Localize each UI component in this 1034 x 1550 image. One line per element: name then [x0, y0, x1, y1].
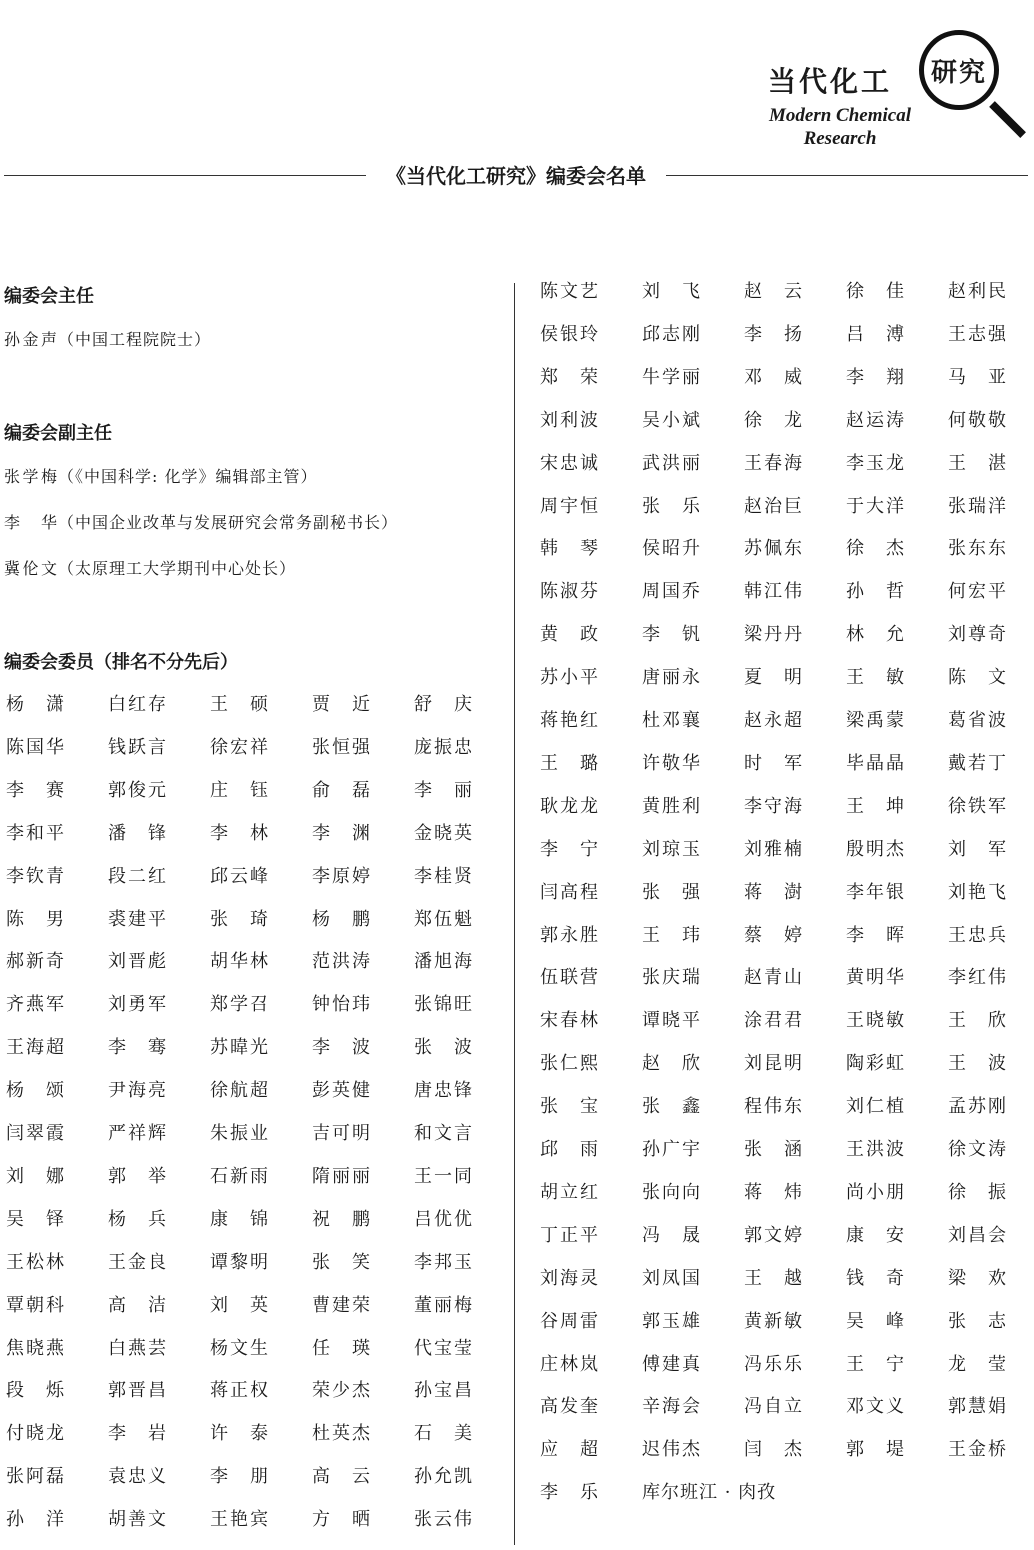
member-name: 张涵 — [744, 1139, 802, 1160]
member-name: 许敬华 — [642, 752, 700, 774]
member-name: 王璐 — [540, 752, 598, 774]
member-name: 辛海会 — [642, 1396, 700, 1418]
member-name: 张恒强 — [312, 736, 370, 758]
member-name: 戴若丁 — [948, 752, 1006, 774]
member-name: 孙广宇 — [642, 1139, 700, 1160]
member-name: 闫杰 — [744, 1439, 802, 1461]
member-name: 伍联营 — [540, 967, 598, 989]
member-name: 王敏 — [846, 667, 904, 689]
member-name: 黄胜利 — [642, 795, 700, 817]
member-name: 李岩 — [108, 1423, 166, 1445]
member-name: 张阿磊 — [6, 1466, 64, 1488]
member-name: 黄政 — [540, 624, 598, 646]
person-role: （《中国科学: 化学》编辑部主管） — [58, 467, 318, 486]
member-name: 张志 — [948, 1310, 1006, 1332]
person-name: 张学梅 — [4, 467, 58, 486]
member-name: 苏暐光 — [210, 1037, 268, 1059]
member-name: 胡善文 — [108, 1509, 166, 1531]
member-name: 严祥辉 — [108, 1123, 166, 1144]
member-name: 和文言 — [414, 1123, 472, 1144]
member-name: 王波 — [948, 1053, 1006, 1075]
member-name: 尚小朋 — [846, 1181, 904, 1203]
member-name: 付晓龙 — [6, 1423, 64, 1445]
member-name: 贾近 — [312, 694, 370, 715]
person-name: 冀伦文 — [4, 559, 58, 578]
member-name: 冯晟 — [642, 1224, 700, 1246]
member-name: 高发奎 — [540, 1396, 598, 1418]
member-name: 石美 — [414, 1423, 472, 1445]
member-name: 刘雅楠 — [744, 838, 802, 860]
member-name: 郭堤 — [846, 1439, 904, 1461]
member-name: 刘飞 — [642, 281, 700, 302]
member-name: 康锦 — [210, 1208, 268, 1230]
member-name: 刘英 — [210, 1294, 268, 1316]
member-name: 张波 — [414, 1037, 472, 1059]
member-name: 郭玉雄 — [642, 1310, 700, 1332]
member-name: 杨兵 — [108, 1208, 166, 1230]
member-name: 刘昆明 — [744, 1053, 802, 1075]
director-heading: 编委会主任 — [4, 286, 94, 307]
member-name: 耿龙龙 — [540, 795, 598, 817]
member-name: 陈文 — [948, 667, 1006, 689]
vice-director-entry — [4, 556, 296, 579]
member-name: 王晓敏 — [846, 1010, 904, 1032]
member-name: 张向向 — [642, 1181, 700, 1203]
member-name: 徐文涛 — [948, 1139, 1006, 1160]
member-name: 王志强 — [948, 323, 1006, 345]
member-name: 吴小斌 — [642, 409, 700, 431]
member-name: 蒋炜 — [744, 1181, 802, 1203]
member-name: 孟苏刚 — [948, 1096, 1006, 1118]
member-name: 李渊 — [312, 822, 370, 844]
member-name: 孙允凯 — [414, 1466, 472, 1488]
member-name: 武洪丽 — [642, 452, 700, 474]
logo-en-line1: Modern Chemical — [769, 105, 911, 126]
member-name: 王海超 — [6, 1037, 64, 1059]
member-name: 周宇恒 — [540, 495, 598, 517]
member-name: 苏小平 — [540, 667, 598, 689]
member-name: 任瑛 — [312, 1337, 370, 1359]
member-name: 李红伟 — [948, 967, 1006, 989]
director-entry — [4, 327, 211, 350]
member-name: 代宝莹 — [414, 1337, 472, 1359]
member-name: 裘建平 — [108, 908, 166, 930]
member-name: 赵永超 — [744, 710, 802, 731]
member-name: 蔡婷 — [744, 924, 802, 946]
member-name: 马亚 — [948, 366, 1006, 388]
member-name: 牛学丽 — [642, 366, 700, 388]
member-name: 张乐 — [642, 495, 700, 517]
member-name: 庄林岚 — [540, 1353, 598, 1375]
member-name: 程伟东 — [744, 1096, 802, 1118]
member-name: 钟怡玮 — [312, 994, 370, 1016]
member-name: 王松林 — [6, 1251, 64, 1273]
member-name: 宋忠诚 — [540, 452, 598, 474]
member-name: 徐宏祥 — [210, 736, 268, 758]
member-name: 周国乔 — [642, 581, 700, 603]
member-name: 葛省波 — [948, 710, 1006, 731]
member-name: 杜邓襄 — [642, 710, 700, 731]
member-name: 李宁 — [540, 838, 598, 860]
member-name: 蒋正权 — [210, 1380, 268, 1402]
member-name: 高洁 — [108, 1294, 166, 1316]
members-heading: 编委会委员（排名不分先后） — [4, 652, 238, 673]
member-name: 王金桥 — [948, 1439, 1006, 1461]
member-name: 刘勇军 — [108, 994, 166, 1016]
member-name: 齐燕军 — [6, 994, 64, 1016]
member-name: 李桂贤 — [414, 865, 472, 887]
member-name: 龙莹 — [948, 1353, 1006, 1375]
member-name: 蒋艳红 — [540, 710, 598, 731]
member-name: 郝新奇 — [6, 951, 64, 973]
member-name: 冯乐乐 — [744, 1353, 802, 1375]
member-name: 董丽梅 — [414, 1294, 472, 1316]
member-name: 侯银玲 — [540, 323, 598, 345]
member-name: 韩琴 — [540, 538, 598, 560]
logo-text-cn: 当代化工 — [768, 65, 893, 98]
member-name: 徐振 — [948, 1181, 1006, 1203]
member-name: 赵运涛 — [846, 409, 904, 431]
member-name: 李朋 — [210, 1466, 268, 1488]
member-name: 孙哲 — [846, 581, 904, 603]
member-name: 王春海 — [744, 452, 802, 474]
member-name: 段二红 — [108, 865, 166, 887]
member-name: 白燕芸 — [108, 1337, 166, 1359]
member-name: 谭黎明 — [210, 1251, 268, 1273]
member-name: 祝鹏 — [312, 1208, 370, 1230]
member-name: 郑荣 — [540, 366, 598, 388]
member-name: 王宁 — [846, 1353, 904, 1375]
member-name: 刘娜 — [6, 1165, 64, 1187]
member-name: 范洪涛 — [312, 951, 370, 973]
member-name: 王艳宾 — [210, 1509, 268, 1531]
member-name: 陶彩虹 — [846, 1053, 904, 1075]
page-title: 《当代化工研究》编委会名单 — [386, 164, 646, 188]
member-name: 朱振业 — [210, 1123, 268, 1144]
vice-director-entry — [4, 510, 398, 533]
member-name: 隋丽丽 — [312, 1165, 370, 1187]
member-name: 林允 — [846, 624, 904, 646]
member-name: 吕优优 — [414, 1208, 472, 1230]
member-name: 庄钰 — [210, 779, 268, 801]
member-name: 毕晶晶 — [846, 752, 904, 774]
member-name: 张琦 — [210, 908, 268, 930]
member-name: 王欣 — [948, 1010, 1006, 1032]
member-name: 丁正平 — [540, 1224, 598, 1246]
magnifier-handle — [989, 101, 1026, 138]
member-name: 邓文义 — [846, 1396, 904, 1418]
member-name: 李玉龙 — [846, 452, 904, 474]
member-name: 郭俊元 — [108, 779, 166, 801]
member-name: 谷周雷 — [540, 1310, 598, 1332]
member-name: 唐丽永 — [642, 667, 700, 689]
member-name: 王忠兵 — [948, 924, 1006, 946]
member-name: 刘利波 — [540, 409, 598, 431]
member-name: 张宝 — [540, 1096, 598, 1118]
member-name: 李邦玉 — [414, 1251, 472, 1273]
member-name: 闫高程 — [540, 881, 598, 903]
member-name: 刘海灵 — [540, 1267, 598, 1289]
member-name: 张云伟 — [414, 1509, 472, 1531]
member-name: 胡立红 — [540, 1181, 598, 1203]
member-name: 陈男 — [6, 908, 64, 930]
member-name: 徐杰 — [846, 538, 904, 560]
member-name: 徐龙 — [744, 409, 802, 431]
member-name: 谭晓平 — [642, 1010, 700, 1032]
member-name: 荣少杰 — [312, 1380, 370, 1402]
member-name: 金晓英 — [414, 822, 472, 844]
member-name: 俞磊 — [312, 779, 370, 801]
member-name: 赵利民 — [948, 281, 1006, 302]
member-name: 郑学召 — [210, 994, 268, 1016]
member-name: 闫翠霞 — [6, 1123, 64, 1144]
member-name: 韩江伟 — [744, 581, 802, 603]
member-name: 刘尊奇 — [948, 624, 1006, 646]
member-name: 刘琼玉 — [642, 838, 700, 860]
title-rule-right — [666, 175, 1028, 176]
member-name: 郭慧娟 — [948, 1396, 1006, 1418]
member-name: 李年银 — [846, 881, 904, 903]
person-role: （中国企业改革与发展研究会常务副秘书长） — [58, 513, 399, 532]
member-name: 王金良 — [108, 1251, 166, 1273]
member-name: 张锦旺 — [414, 994, 472, 1016]
member-name: 刘昌会 — [948, 1224, 1006, 1246]
member-name: 赵青山 — [744, 967, 802, 989]
member-name: 梁丹丹 — [744, 624, 802, 646]
member-name: 钱奇 — [846, 1267, 904, 1289]
member-name: 王硕 — [210, 694, 268, 715]
member-name: 王越 — [744, 1267, 802, 1289]
vice-director-entry — [4, 464, 317, 487]
member-name: 李晖 — [846, 924, 904, 946]
member-name: 舒庆 — [414, 694, 472, 715]
member-name: 刘晋彪 — [108, 951, 166, 973]
member-name: 钱跃言 — [108, 736, 166, 758]
member-name: 张庆瑞 — [642, 967, 700, 989]
member-name: 白红存 — [108, 694, 166, 715]
member-name: 王一同 — [414, 1165, 472, 1187]
member-name: 应超 — [540, 1439, 598, 1461]
member-name: 梁禹蒙 — [846, 710, 904, 731]
logo-en-line2: Research — [803, 128, 877, 149]
logo-text-en — [740, 104, 940, 150]
member-name: 唐忠锋 — [414, 1080, 472, 1102]
member-name: 黄新敏 — [744, 1310, 802, 1332]
member-name: 张东东 — [948, 538, 1006, 560]
member-name: 庞振忠 — [414, 736, 472, 758]
member-name: 夏明 — [744, 667, 802, 689]
member-name: 傅建真 — [642, 1353, 700, 1375]
member-name: 方晒 — [312, 1509, 370, 1531]
member-name: 胡华林 — [210, 951, 268, 973]
member-name: 黄明华 — [846, 967, 904, 989]
member-name: 许泰 — [210, 1423, 268, 1445]
member-name: 侯昭升 — [642, 538, 700, 560]
member-name: 张瑞洋 — [948, 495, 1006, 517]
member-name: 陈文艺 — [540, 281, 598, 302]
member-name: 焦晓燕 — [6, 1337, 64, 1359]
member-name: 潘旭海 — [414, 951, 472, 973]
member-name: 曹建荣 — [312, 1294, 370, 1316]
member-name: 覃朝科 — [6, 1294, 64, 1316]
member-name: 王洪波 — [846, 1139, 904, 1160]
member-name: 孙宝昌 — [414, 1380, 472, 1402]
member-name: 王坤 — [846, 795, 904, 817]
member-name: 赵欣 — [642, 1053, 700, 1075]
member-name: 李骞 — [108, 1037, 166, 1059]
member-name: 邓威 — [744, 366, 802, 388]
person-name: 李华 — [4, 513, 58, 532]
member-name: 于大洋 — [846, 495, 904, 517]
vice-director-heading: 编委会副主任 — [4, 423, 112, 444]
person-role: （太原理工大学期刊中心处长） — [58, 559, 297, 578]
logo-lens-text: 研究 — [930, 57, 987, 88]
member-name: 苏佩东 — [744, 538, 802, 560]
member-name: 何敬敬 — [948, 409, 1006, 431]
member-name: 迟伟杰 — [642, 1439, 700, 1461]
member-name: 杨文生 — [210, 1337, 268, 1359]
member-name: 李和平 — [6, 822, 64, 844]
member-name: 杜英杰 — [312, 1423, 370, 1445]
member-name: 吴铎 — [6, 1208, 64, 1230]
member-name: 王湛 — [948, 452, 1006, 474]
member-name: 李赛 — [6, 779, 64, 801]
member-name: 吉可明 — [312, 1123, 370, 1144]
member-name: 陈淑芬 — [540, 581, 598, 603]
member-name: 袁忠义 — [108, 1466, 166, 1488]
member-name: 康安 — [846, 1224, 904, 1246]
member-name: 宋春林 — [540, 1010, 598, 1032]
member-name: 刘军 — [948, 838, 1006, 860]
member-name: 段烁 — [6, 1380, 64, 1402]
member-name: 张强 — [642, 881, 700, 903]
member-name: 徐铁军 — [948, 795, 1006, 817]
member-name: 李翔 — [846, 366, 904, 388]
member-name: 李波 — [312, 1037, 370, 1059]
member-name: 张笑 — [312, 1251, 370, 1273]
column-divider — [514, 283, 515, 1545]
member-name: 赵治巨 — [744, 495, 802, 517]
member-name: 彭英健 — [312, 1080, 370, 1102]
member-name: 刘艳飞 — [948, 881, 1006, 903]
member-name: 李林 — [210, 822, 268, 844]
member-name: 刘仁植 — [846, 1096, 904, 1118]
member-name: 冯自立 — [744, 1396, 802, 1418]
member-name: 邱志刚 — [642, 323, 700, 345]
member-name: 何宏平 — [948, 581, 1006, 603]
title-rule-left — [4, 175, 366, 176]
member-name: 李钒 — [642, 624, 700, 646]
member-name: 赵云 — [744, 281, 802, 302]
member-name: 时军 — [744, 752, 802, 774]
member-name: 李原婷 — [312, 865, 370, 887]
member-name: 郭举 — [108, 1165, 166, 1187]
magnifier-icon — [919, 30, 999, 110]
member-name: 梁欢 — [948, 1267, 1006, 1289]
member-name: 李守海 — [744, 795, 802, 817]
member-name: 徐航超 — [210, 1080, 268, 1102]
member-name: 杨潇 — [6, 694, 64, 715]
member-name: 潘锋 — [108, 822, 166, 844]
member-name: 吕溥 — [846, 323, 904, 345]
member-name: 库尔班江 · 肉孜 — [642, 1482, 777, 1504]
member-name: 殷明杰 — [846, 838, 904, 860]
member-name: 张仁熙 — [540, 1053, 598, 1075]
member-name: 邱雨 — [540, 1139, 598, 1160]
member-name: 李钦青 — [6, 865, 64, 887]
member-name: 邱云峰 — [210, 865, 268, 887]
member-name: 蒋澍 — [744, 881, 802, 903]
member-name: 李乐 — [540, 1482, 598, 1504]
member-name: 杨鹏 — [312, 908, 370, 930]
member-name: 李丽 — [414, 779, 472, 801]
person-role: （中国工程院院士） — [58, 330, 212, 349]
member-name: 杨颂 — [6, 1080, 64, 1102]
member-name: 涂君君 — [744, 1010, 802, 1032]
member-name: 尹海亮 — [108, 1080, 166, 1102]
member-name: 石新雨 — [210, 1165, 268, 1187]
member-name: 高云 — [312, 1466, 370, 1488]
member-name: 郭永胜 — [540, 924, 598, 946]
member-name: 孙洋 — [6, 1509, 64, 1531]
member-name: 张鑫 — [642, 1096, 700, 1118]
member-name: 郑伍魁 — [414, 908, 472, 930]
member-name: 吴峰 — [846, 1310, 904, 1332]
person-name: 孙金声 — [4, 330, 58, 349]
member-name: 郭文婷 — [744, 1224, 802, 1246]
member-name: 郭晋昌 — [108, 1380, 166, 1402]
member-name: 李扬 — [744, 323, 802, 345]
member-name: 王玮 — [642, 924, 700, 946]
member-name: 陈国华 — [6, 736, 64, 758]
member-name: 刘凤国 — [642, 1267, 700, 1289]
member-name: 徐佳 — [846, 281, 904, 302]
